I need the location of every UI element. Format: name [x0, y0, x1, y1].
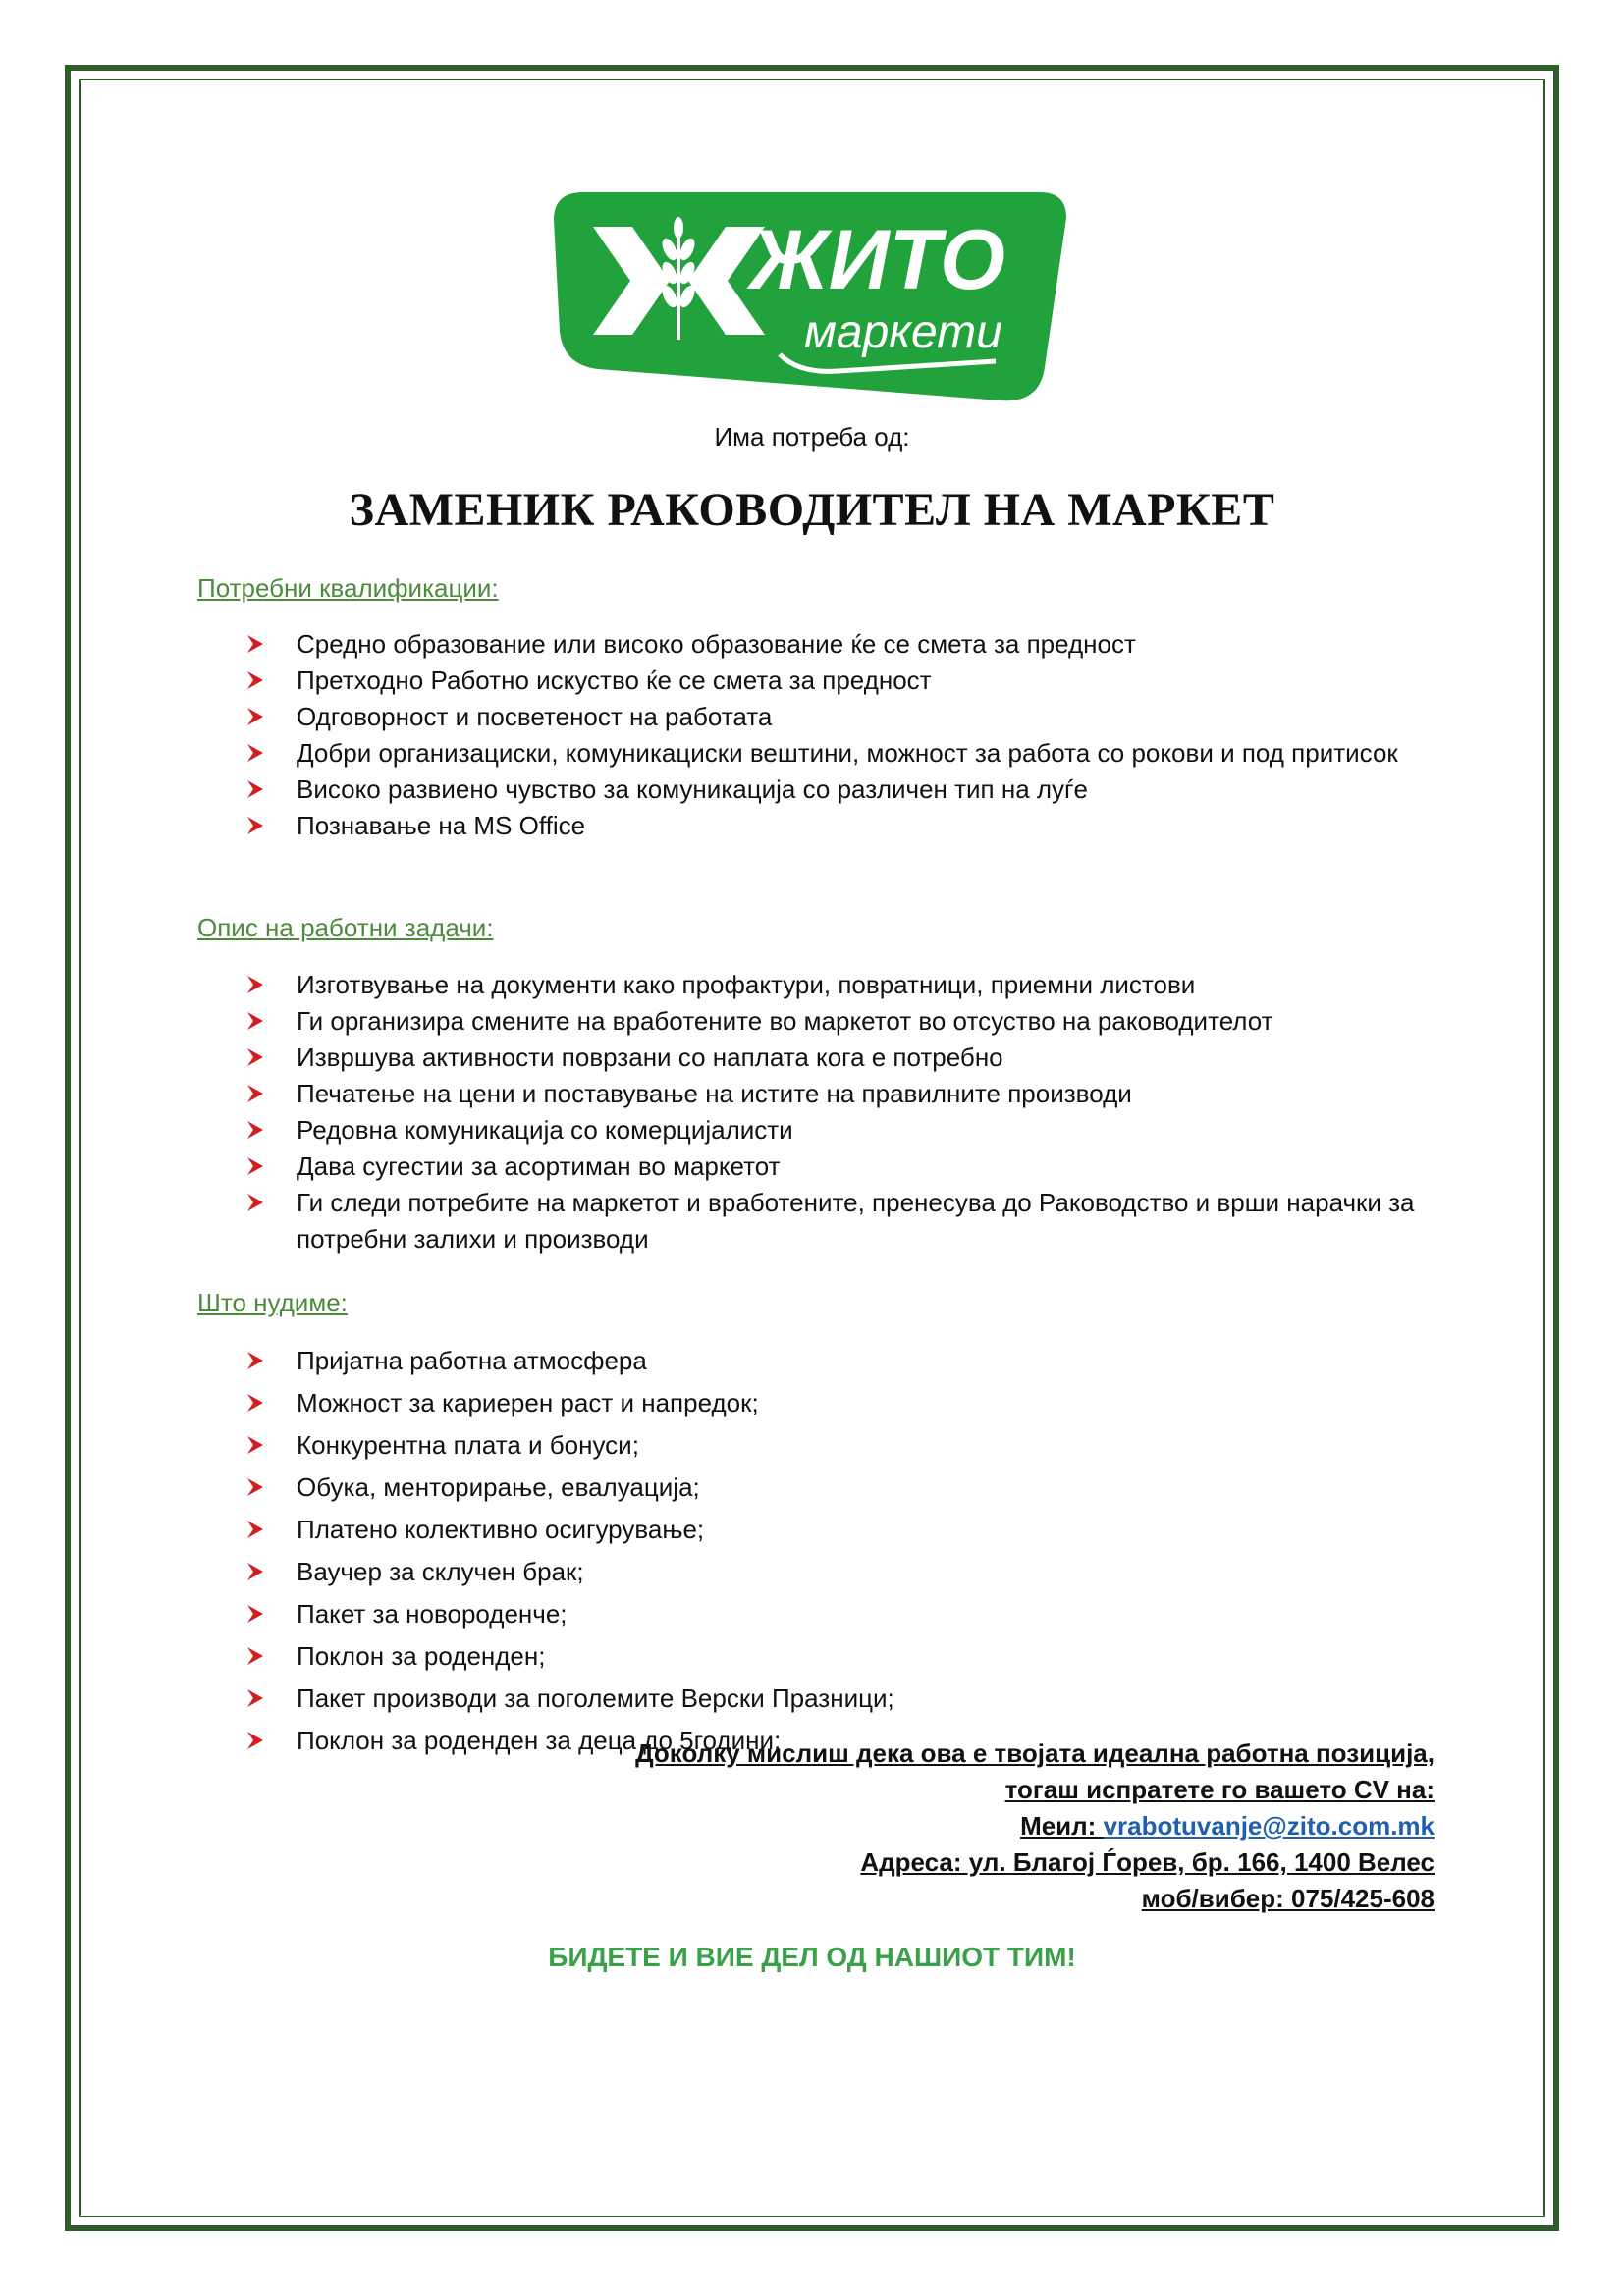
job-title: ЗАМЕНИК РАКОВОДИТЕЛ НА МАРКЕТ	[349, 484, 1275, 536]
arrow-bullet-icon	[247, 1121, 263, 1139]
contact-line-1: Доколку мислиш дека ова е твојата идеална работна позиција,	[635, 1738, 1435, 1768]
arrow-bullet-icon	[247, 1436, 263, 1454]
contact-phone: моб/вибер: 075/425-608	[1141, 1884, 1435, 1913]
qualifications-list	[247, 626, 1426, 844]
arrow-bullet-icon	[247, 1048, 263, 1066]
list-item: Изготвување на документи како профактури, повратници, приемни листови	[247, 967, 1426, 1003]
arrow-bullet-icon	[247, 780, 263, 798]
arrow-bullet-icon	[247, 1012, 263, 1030]
list-item: Ваучер за склучен брак;	[247, 1554, 1426, 1590]
footer-slogan: БИДЕТЕ И ВИЕ ДЕЛ ОД НАШИОТ ТИМ!	[548, 1942, 1076, 1972]
arrow-bullet-icon	[247, 1157, 263, 1175]
arrow-bullet-icon	[247, 635, 263, 653]
arrow-bullet-icon	[247, 1521, 263, 1538]
list-item: Поклон за роденден за деца до 5години;	[247, 1723, 1426, 1759]
arrow-bullet-icon	[247, 976, 263, 993]
offers-list	[247, 1343, 1426, 1765]
list-item: Редовна комуникација со комерцијалисти	[247, 1112, 1426, 1148]
list-item: Поклон за роденден;	[247, 1638, 1426, 1675]
list-item: Пакет за новороденче;	[247, 1596, 1426, 1632]
list-item: Добри организациски, комуникациски вештини, можност за работа со рокови и под притисок	[247, 735, 1426, 772]
arrow-bullet-icon	[247, 1352, 263, 1369]
list-item: Претходно Работно искуство ќе се смета за предност	[247, 663, 1426, 699]
list-item: Средно образование или високо образование ќе се смета за предност	[247, 626, 1426, 663]
list-item: Пријатна работна атмосфера	[247, 1343, 1426, 1379]
arrow-bullet-icon	[247, 1732, 263, 1749]
arrow-bullet-icon	[247, 1394, 263, 1412]
email-label: Меил:	[1020, 1811, 1104, 1841]
list-item: Ги организира смените на вработените во маркетот во отсуство на раководителот	[247, 1003, 1426, 1040]
arrow-bullet-icon	[247, 1689, 263, 1707]
list-item: Извршува активности поврзани со наплата кога е потребно	[247, 1040, 1426, 1076]
list-item: Пакет производи за поголемите Верски Празници;	[247, 1681, 1426, 1717]
logo-brand-text: ЖИТО	[750, 213, 1005, 307]
list-item: Дава сугестии за асортиман во маркетот	[247, 1148, 1426, 1185]
qualifications-heading: Потребни квалификации:	[197, 573, 499, 603]
arrow-bullet-icon	[247, 671, 263, 689]
contact-block	[393, 1735, 1435, 1917]
list-item: Ги следи потребите на маркетот и вработените, пренесува до Раководство и врши нарачки за потребни залихи и производи	[247, 1185, 1426, 1257]
tasks-heading: Опис на работни задачи:	[197, 913, 494, 942]
list-item: Одговорност и посветеност на работата	[247, 699, 1426, 735]
intro-text: Има потреба од:	[714, 422, 910, 452]
list-item: Познавање на MS Office	[247, 808, 1426, 844]
arrow-bullet-icon	[247, 1194, 263, 1211]
arrow-bullet-icon	[247, 708, 263, 725]
contact-email-line	[393, 1808, 1435, 1844]
arrow-bullet-icon	[247, 1647, 263, 1665]
contact-line-2: тогаш испратете го вашето CV на:	[1004, 1775, 1435, 1804]
list-item: Платено колективно осигурување;	[247, 1512, 1426, 1548]
arrow-bullet-icon	[247, 1085, 263, 1102]
list-item: Можност за кариерен раст и напредок;	[247, 1385, 1426, 1421]
arrow-bullet-icon	[247, 1563, 263, 1580]
tasks-list	[247, 967, 1426, 1257]
contact-address: Адреса: ул. Благој Ѓорев, бр. 166, 1400 Велес	[860, 1847, 1435, 1877]
logo-sub-text: маркети	[804, 306, 1002, 358]
list-item: Обука, менторирање, евалуација;	[247, 1469, 1426, 1506]
zito-logo	[554, 192, 1074, 403]
list-item: Високо развиено чувство за комуникација со различен тип на луѓе	[247, 772, 1426, 808]
offers-heading: Што нудиме:	[197, 1288, 348, 1317]
arrow-bullet-icon	[247, 744, 263, 762]
list-item: Конкурентна плата и бонуси;	[247, 1427, 1426, 1464]
arrow-bullet-icon	[247, 817, 263, 834]
list-item: Печатење на цени и поставување на истите на правилните производи	[247, 1076, 1426, 1112]
arrow-bullet-icon	[247, 1605, 263, 1623]
arrow-bullet-icon	[247, 1478, 263, 1496]
email-link[interactable]: vrabotuvanje@zito.com.mk	[1103, 1811, 1435, 1841]
